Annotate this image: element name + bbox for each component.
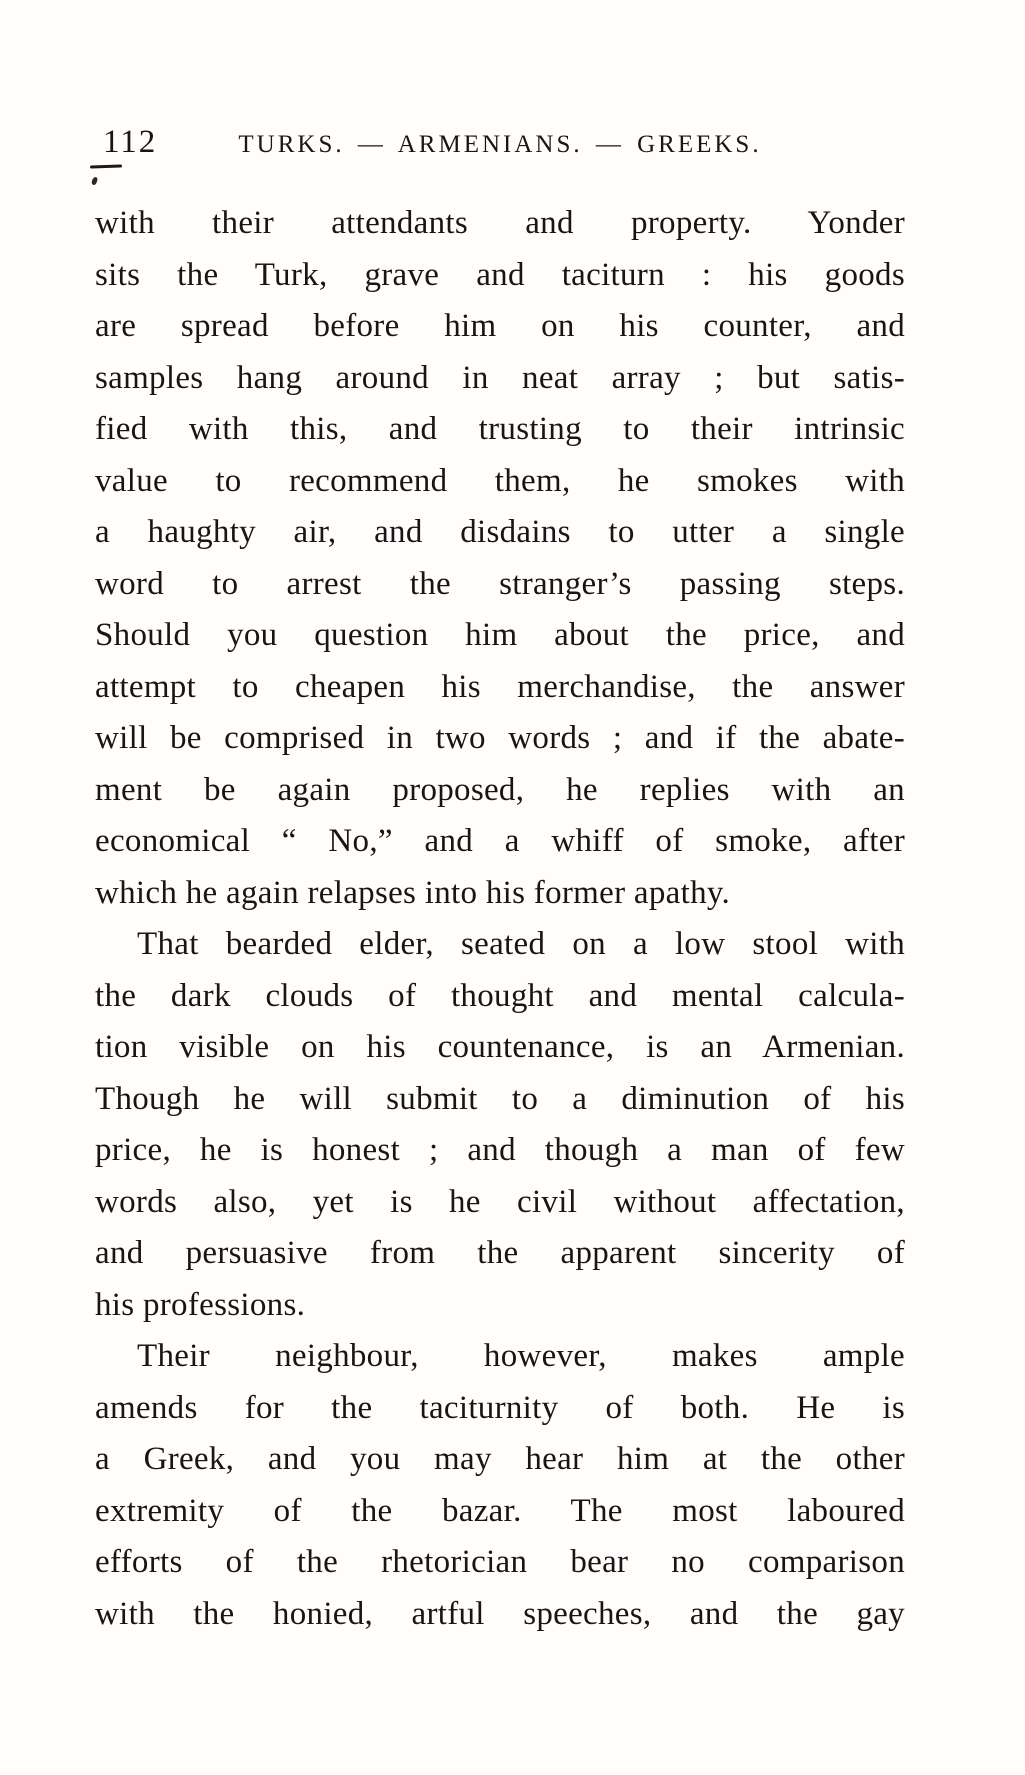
text-line: which he again relapses into his former apathy. [95,874,731,911]
text-line: attempt to cheapen his merchandise, the answer [95,668,905,705]
text-line: the dark clouds of thought and mental calcula- [95,977,905,1014]
text-line: economical “ No,” and a whiff of smoke, after [95,823,905,859]
page-header [95,124,905,168]
text-line: extremity of the bazar. The most laboured [95,1492,905,1529]
text-line: price, he is honest ; and though a man of few [95,1132,905,1168]
text-line: words also, yet is he civil without affectation, [95,1183,905,1220]
text-line: Their neighbour, however, makes ample [137,1338,905,1374]
text-line: fied with this, and trusting to their intrinsic [95,411,905,447]
text-line: his professions. [95,1286,306,1323]
text-line: ment be again proposed, he replies with an [95,771,905,808]
text-line: sits the Turk, grave and taciturn : his goods [95,256,905,293]
running-head: TURKS. — ARMENIANS. — GREEKS. [238,131,762,158]
text-line: Though he will submit to a diminution of his [95,1080,905,1117]
text-line: Should you question him about the price, and [95,617,905,653]
text-line: tion visible on his countenance, is an Armenian. [95,1029,905,1065]
text-line: with the honied, artful speeches, and the gay [95,1595,905,1632]
text-line: amends for the taciturnity of both. He is [95,1389,905,1426]
text-line: a Greek, and you may hear him at the other [95,1441,905,1477]
text-line: word to arrest the stranger’s passing steps. [95,565,905,602]
text-line: That bearded elder, seated on a low stool with [137,926,905,962]
scan-artifact [91,176,98,185]
text-line: and persuasive from the apparent sincerity of [95,1235,905,1271]
text-line: will be comprised in two words ; and if the abate- [95,720,905,756]
page-number: 112 [103,124,158,160]
text-line: efforts of the rhetorician bear no comparison [95,1544,905,1580]
text-line: samples hang around in neat array ; but satis- [95,359,905,396]
text-line: value to recommend them, he smokes with [95,462,905,499]
page-text [95,198,905,1640]
text-line: with their attendants and property. Yonder [95,205,905,241]
text-line: are spread before him on his counter, and [95,308,905,344]
text-line: a haughty air, and disdains to utter a single [95,514,905,550]
